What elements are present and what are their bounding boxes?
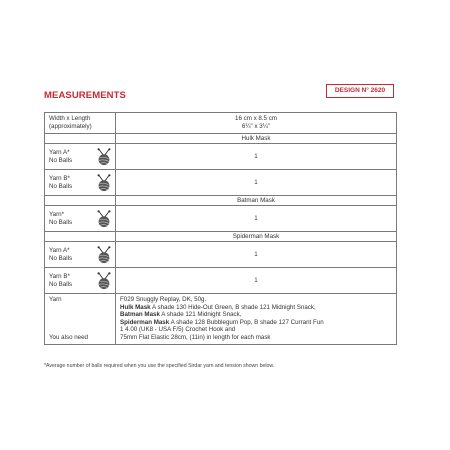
you-also-need-label: You also need — [49, 333, 88, 341]
hulk-yarn-b-label: Yarn B* No Balls — [45, 170, 116, 196]
measurements-heading: MEASUREMENTS — [44, 90, 126, 101]
spider-yarn-a-label: Yarn A* No Balls — [45, 242, 116, 268]
batman-yarn-line: Batman Mask A shade 121 Midnight Snack, — [120, 311, 242, 319]
footnote: *Average number of balls required when you use the specified Sirdar yarn and tension shown below. — [44, 363, 275, 369]
yarn-info-row — [45, 294, 397, 345]
yarn-spec: F029 Snuggly Replay, DK, 50g. — [120, 296, 207, 303]
section-hulk-title: Hulk Mask — [116, 134, 397, 144]
yarn-ball-with-needles-icon — [95, 210, 113, 228]
section-hulk — [45, 134, 397, 144]
spiderman-yarn-line: Spiderman Mask A shade 128 Bubblegum Pop, B shade 127 Currant Fun — [120, 318, 324, 326]
spider-yarn-a-row — [45, 242, 397, 268]
yarn-label: Yarn — [49, 296, 62, 303]
section-spiderman — [45, 232, 397, 242]
yarn-ball-with-needles-icon — [95, 272, 113, 290]
size-label — [45, 113, 116, 134]
batman-yarn-value: 1 — [116, 206, 397, 232]
elastic-line: 75mm Flat Elastic 28cm, (11in) in length for each mask — [120, 333, 271, 341]
batman-yarn-label: Yarn* No Balls — [45, 206, 116, 232]
hulk-yarn-b-row — [45, 170, 397, 196]
size-value — [116, 113, 397, 134]
section-batman-title: Batman Mask — [116, 196, 397, 206]
yarn-ball-with-needles-icon — [95, 246, 113, 264]
section-batman — [45, 196, 397, 206]
size-value-cm: 16 cm x 8.5 cm — [235, 115, 277, 122]
hulk-yarn-b-value: 1 — [116, 170, 397, 196]
batman-yarn-row — [45, 206, 397, 232]
spider-yarn-b-value: 1 — [116, 268, 397, 294]
yarn-info-details — [116, 294, 397, 345]
spider-yarn-b-label: Yarn B* No Balls — [45, 268, 116, 294]
hulk-yarn-a-row — [45, 144, 397, 170]
section-spiderman-title: Spiderman Mask — [116, 232, 397, 242]
yarn-ball-with-needles-icon — [95, 174, 113, 192]
measurements-table — [44, 112, 397, 345]
crochet-hook-line: 1 4.00 (UK8 - USA F/5) Crochet Hook and — [120, 326, 236, 334]
hulk-yarn-a-value: 1 — [116, 144, 397, 170]
hulk-yarn-a-label: Yarn A* No Balls — [45, 144, 116, 170]
spider-yarn-a-value: 1 — [116, 242, 397, 268]
size-label-line2: (approximately) — [49, 123, 92, 130]
yarn-ball-with-needles-icon — [95, 148, 113, 166]
hulk-yarn-line: Hulk Mask A shade 130 Hide-Out Green, B shade 121 Midnight Snack, — [120, 303, 316, 311]
yarn-info-labels — [45, 294, 116, 345]
design-number-badge: DESIGN N° 2620 — [326, 84, 394, 98]
spider-yarn-b-row — [45, 268, 397, 294]
size-value-in: 6¼" x 3¼" — [241, 123, 271, 130]
size-row — [45, 113, 397, 134]
size-label-line1: Width x Length — [49, 115, 91, 122]
